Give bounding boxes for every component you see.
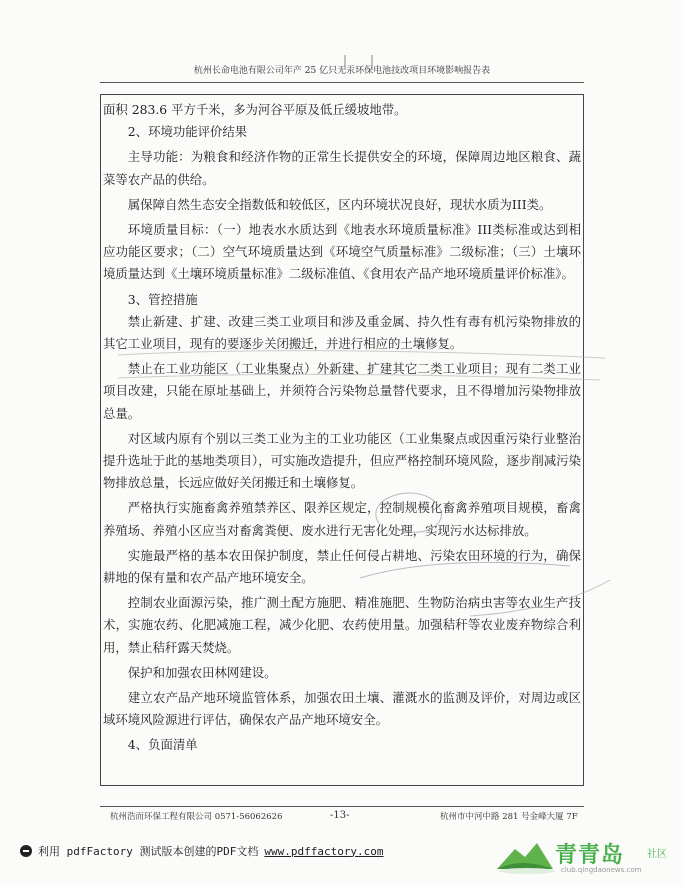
footer-rule	[100, 806, 584, 807]
pdf-watermark-text: 利用 pdfFactory 测试版本创建的PDF文档	[38, 845, 259, 858]
logo-title: 青青岛	[555, 843, 625, 868]
header-title-end: 技改项目环境影响报告表	[391, 66, 491, 76]
paragraph: 属保障自然生态安全指数低和较低区，区内环境状况良好，现状水质为III类。	[127, 196, 552, 212]
header-title-start: 杭州长命电池有限公司年产 25 亿只	[193, 66, 338, 76]
section-heading: 2、环境功能评价结果	[127, 124, 248, 140]
body-text	[103, 99, 581, 757]
footer-address: 杭州市中河中路 281 号金峰大厦 7F	[440, 812, 578, 822]
paragraph: 主导功能：为粮食和经济作物的正常生长提供安全的环境，保障周边地区粮食、蔬菜等农产品的供给。	[103, 149, 581, 187]
logo-tag: 社区	[647, 849, 667, 860]
section-heading: 4、负面清单	[127, 737, 198, 753]
footer-company: 杭州浩而环保工程有限公司 0571-56062626	[110, 812, 283, 822]
paragraph: 面积 283.6 平方千米，多为河谷平原及低丘缓坡地带。	[103, 102, 407, 117]
page-number: -13-	[330, 810, 350, 821]
pdf-watermark-bar	[20, 843, 384, 859]
paragraph: 禁止新建、扩建、改建三类工业项目和涉及重金属、持久性有毒有机污染物排放的其它工业项目，现有的要逐步关闭搬迁，并进行相应的土壤修复。	[103, 313, 581, 352]
page-header	[100, 63, 584, 76]
pdffactory-icon	[20, 845, 32, 857]
paragraph: 对区域内原有个别以三类工业为主的工业功能区（工业集聚点或因重污染行业整治提升选址于此的基地类项目），可实施改造提升，但应严格控制环境风险，逐步削减污染物排放总量，长远应做好关闭搬迁和土壤修复。	[103, 430, 581, 491]
logo-url: club.qingdaonews.com	[561, 866, 642, 874]
mountain-logo-icon	[495, 835, 555, 875]
paragraph: 建立农产品产地环境监管体系，加强农田土壤、灌溉水的监测及评价，对周边或区域环境风险源进行评估，确保农产品产地环境安全。	[103, 690, 581, 728]
header-rule	[100, 82, 584, 83]
paragraph: 保护和加强农田林网建设。	[127, 664, 277, 680]
paragraph: 严格执行实施畜禽养殖禁养区、限养区规定，控制规模化畜禽养殖项目规模，畜禽养殖场、养殖小区应当对畜禽粪便、废水进行无害化处理，实现污水达标排放。	[103, 500, 581, 538]
site-logo[interactable]	[495, 835, 680, 880]
paragraph: 环境质量目标：（一）地表水水质达到《地表水环境质量标准》III类标准或达到相应功能区要求；（二）空气环境质量达到《环境空气质量标准》二级标准；（三）土壤环境质量达到《土壤环境质量标准》二级标准值、《食用农产品产地环境质量评价标准》。	[103, 222, 581, 282]
paragraph: 实施最严格的基本农田保护制度，禁止任何侵占耕地、污染农田环境的行为，确保耕地的保有量和农产品产地环境安全。	[103, 547, 581, 586]
section-heading: 3、管控措施	[127, 291, 198, 307]
pdf-watermark-link[interactable]: www.pdffactory.com	[264, 844, 384, 858]
paragraph: 禁止在工业功能区（工业集聚点）外新建、扩建其它二类工业项目；现有二类工业项目改建，只能在原址基础上，并须符合污染物总量替代要求，且不得增加污染物排放总量。	[103, 361, 581, 421]
header-title-highlight: 无汞环保电池	[337, 66, 392, 76]
paragraph: 控制农业面源污染，推广测土配方施肥、精准施肥、生物防治病虫害等农业生产技术，实施农药、化肥减施工程，减少化肥、农药使用量。加强秸秆等农业废弃物综合利用，禁止秸秆露天焚烧。	[103, 595, 581, 655]
